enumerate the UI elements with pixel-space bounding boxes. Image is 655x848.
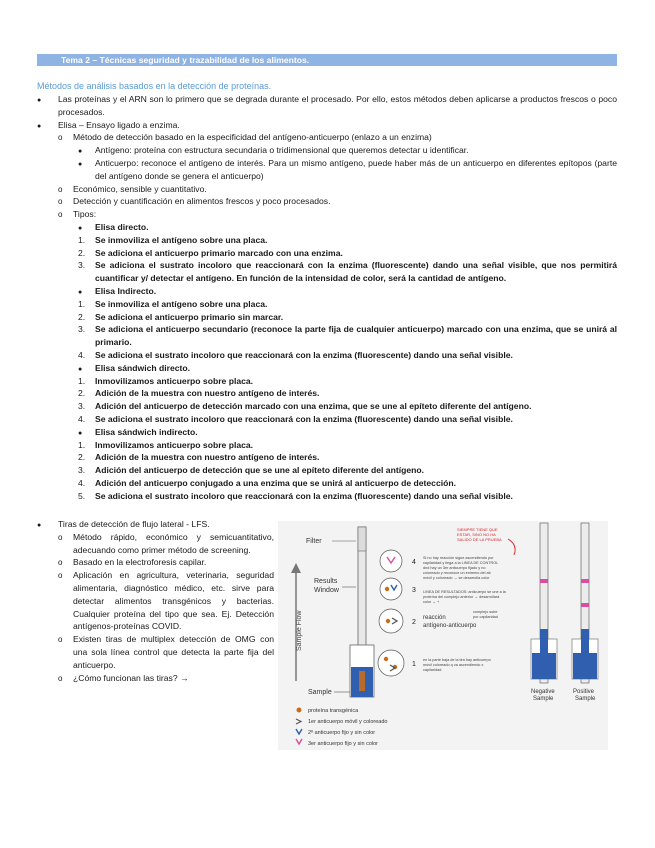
legend-item: 2º anticuerpo fijo y sin color — [308, 730, 376, 736]
bullet-circle — [58, 633, 62, 647]
list-item — [37, 285, 617, 298]
list-number: 2. — [78, 388, 86, 399]
list-item — [37, 195, 617, 208]
list-item-text: Se adiciona el sustrato incoloro que reaccionará con la enzima (fluorescente) dando una señal visible. — [95, 349, 513, 360]
note-step-3: LINEA DE RESULTADOS: anticuerpo se une a la proteína del complejo anterior → desarrollará color → + — [423, 590, 506, 604]
control-line — [540, 579, 548, 583]
protein-dot — [385, 587, 389, 591]
positive-label: Positive — [573, 689, 595, 695]
zoom-circle-3 — [380, 578, 402, 600]
note-step-2b: por capilaridad — [473, 615, 498, 619]
reaction-label: reacción — [423, 615, 446, 621]
zoom-circle-1 — [378, 650, 404, 676]
list-item — [37, 208, 617, 221]
bullet-circle — [58, 195, 62, 209]
note-step-4: Si no hay reacción sigue ascendiendo por capilaridad y llega a la LINEA DE CONTROL dnd hay un 3er anticuerpo fijado y no coloreado y reconoce un extremo del ab móvil y coloreado → se desarrolla color — [423, 556, 499, 580]
bullet-circle — [58, 672, 62, 686]
bullet-circle — [58, 531, 62, 545]
list-item-text: Elisa directo. — [95, 221, 149, 232]
bullet-circle — [58, 556, 62, 570]
negative-strip — [531, 523, 557, 683]
list-number: 1. — [78, 234, 86, 245]
list-item — [37, 387, 617, 400]
window-label: Window — [314, 587, 339, 594]
list-item — [37, 362, 617, 375]
list-item — [37, 490, 617, 503]
list-item-text: Económico, sensible y cuantitativo. — [73, 183, 207, 194]
elisa-list — [37, 93, 617, 503]
list-item-text: Detección y cuantificación en alimentos frescos y poco procesados. — [73, 196, 331, 207]
list-item — [37, 183, 617, 196]
list-item-text: Se adiciona el sustrato incoloro que reaccionará con la enzima (fluorescente) dando una señal visible. — [95, 490, 513, 501]
list-item — [37, 633, 274, 671]
list-item — [37, 518, 274, 531]
zoom-circle-4 — [380, 550, 402, 572]
list-number: 2. — [78, 311, 86, 322]
list-item-text: Se adiciona el sustrato incoloro que reaccionará con la enzima (fluorescente) dando una señal visible. — [95, 413, 513, 424]
list-number: 2. — [78, 247, 86, 258]
result-line — [581, 603, 589, 607]
section-heading: Métodos de análisis basados en la detección de proteínas. — [37, 81, 272, 91]
list-item-text: Antígeno: proteína con estructura secundaria o tridimensional que queremos detectar u identificar. — [95, 145, 469, 156]
list-item-text: Adición del anticuerpo conjugado a una enzima que se unirá al anticuerpo de detección. — [95, 477, 457, 488]
list-number: 1. — [78, 439, 86, 450]
legend-protein-icon — [297, 708, 302, 713]
list-item — [37, 119, 617, 132]
legend-item: 3er anticuerpo fijo y sin color — [308, 741, 379, 747]
list-item-text: Se adiciona el anticuerpo primario sin marcar. — [95, 311, 284, 322]
list-item — [37, 464, 617, 477]
step-2: 2 — [412, 619, 416, 626]
list-item — [37, 426, 617, 439]
bullet-circle — [58, 183, 62, 197]
list-item-text: Adición del anticuerpo de detección marcado con una enzima, que se une al epíteto diferente del antígeno. — [95, 401, 532, 412]
note-step-1: en la parte baja de la tira hay anticuerpo móvil coloreado q va ascendiendo x capilaridad — [423, 658, 491, 672]
bullet-circle — [58, 131, 62, 145]
list-item — [37, 221, 617, 234]
list-item — [37, 556, 274, 569]
legend-item: proteína transgénica — [308, 708, 359, 714]
list-item — [37, 144, 617, 157]
list-item-text: Método de detección basado en la especificidad del antígeno-anticuerpo (enlazo a un enzima) — [73, 132, 432, 143]
list-item-text: Basado en la electroforesis capilar. — [73, 557, 207, 568]
list-item — [37, 247, 617, 260]
list-number: 5. — [78, 490, 86, 501]
list-number: 4. — [78, 477, 86, 488]
legend-mobile-antibody-icon — [296, 719, 301, 724]
list-number: 2. — [78, 452, 86, 463]
list-item-text: Adición del anticuerpo de detección que se une al epíteto diferente del antígeno. — [95, 465, 425, 476]
list-item-text: Se adiciona el anticuerpo primario marcado con una enzima. — [95, 247, 343, 258]
list-item-text: Inmovilizamos anticuerpo sobre placa. — [95, 375, 254, 386]
step-4: 4 — [412, 559, 416, 566]
figure-legend — [296, 708, 388, 748]
list-item-text: Anticuerpo: reconoce el antígeno de interés. Para un mismo antígeno, puede haber más de un anticuerpo en diferentes epítopos (parte del antígeno donde se genera el anticuerpo) — [95, 157, 617, 181]
lfs-list — [37, 518, 274, 684]
flow-arrow-head — [291, 563, 301, 573]
page-title: Tema 2 – Técnicas seguridad y trazabilidad de los alimentos. — [37, 54, 617, 66]
list-number: 3. — [78, 401, 86, 412]
zoom-circle-2 — [379, 609, 403, 633]
list-item-text: Elisa sándwich directo. — [95, 362, 191, 373]
reaction-label-2: antígeno-anticuerpo — [423, 623, 477, 629]
sample-label: Sample — [308, 689, 332, 696]
list-item-text: Se inmoviliza el antígeno sobre una placa. — [95, 234, 268, 245]
filter-label: Filter — [306, 538, 322, 545]
results-label: Results — [314, 578, 338, 585]
list-item — [37, 531, 274, 557]
list-item — [37, 157, 617, 183]
list-item-text: Adición de la muestra con nuestro antígeno de interés. — [95, 452, 320, 463]
list-item — [37, 234, 617, 247]
strip-filter — [358, 527, 366, 551]
negative-label-2: Sample — [533, 696, 554, 702]
list-item-text: ¿Cómo funcionan las tiras? → — [73, 672, 189, 683]
list-item-text: Tiras de detección de flujo lateral - LFS. — [58, 519, 210, 529]
positive-strip — [572, 523, 598, 683]
list-item — [37, 298, 617, 311]
red-arrow — [508, 539, 515, 555]
list-number: 4. — [78, 349, 86, 360]
list-item — [37, 311, 617, 324]
list-item-text: Se adiciona el anticuerpo secundario (reconoce la parte fija de cualquier anticuerpo) marcado con una enzima, que se unirá al primario. — [95, 324, 617, 348]
list-item — [37, 93, 617, 119]
list-item-text: Adición de la muestra con nuestro antígeno de interés. — [95, 388, 320, 399]
legend-blue-antibody-icon — [296, 729, 302, 734]
list-item — [37, 451, 617, 464]
sample-flow-label: Sample Flow — [296, 610, 303, 651]
lateral-flow-figure — [278, 521, 608, 750]
list-item — [37, 569, 274, 633]
list-number: 3. — [78, 324, 86, 335]
list-item — [37, 349, 617, 362]
list-item — [37, 672, 274, 685]
zoom-circles — [378, 550, 404, 676]
list-number: 1. — [78, 375, 86, 386]
list-item-text: Se inmoviliza el antígeno sobre una placa. — [95, 298, 268, 309]
bullet-dot — [37, 93, 41, 108]
note-step-2a: complejo sube — [473, 610, 498, 614]
positive-label-2: Sample — [575, 696, 596, 702]
control-line — [581, 579, 589, 583]
sample-particles — [359, 671, 365, 691]
legend-pink-antibody-icon — [296, 739, 302, 744]
list-item-text: Existen tiras de multiplex detección de OMG con una sola línea control que detecta la parte fija del anticuerpo. — [73, 634, 274, 670]
step-3: 3 — [412, 587, 416, 594]
list-number: 3. — [78, 465, 86, 476]
bullet-circle — [58, 208, 62, 222]
list-item-text: Las proteínas y el ARN son lo primero que se degrada durante el procesado. Por ello, estos métodos deben aplicarse a productos frescos o poco procesados. — [58, 94, 617, 117]
list-item-text: Elisa – Ensayo ligado a enzima. — [58, 119, 180, 130]
list-item-text: Inmovilizamos anticuerpo sobre placa. — [95, 439, 254, 450]
red-note: SIEMPRE TIENE QUE ESTAR, SINO NO HA SALIDO DE LA PRUEBA — [457, 527, 502, 542]
list-item-text: Aplicación en agricultura, veterinaria, seguridad alimentaria, diagnóstico médico, etc. sirve para detectar alimentos transgénicos y bacterias. Cualquier proteína del tipo que sea. Ej. Detección antígenos-proteínas COVID. — [73, 570, 274, 632]
list-number: 3. — [78, 260, 86, 271]
list-item-text: Elisa Indirecto. — [95, 285, 157, 296]
list-item — [37, 375, 617, 388]
list-item — [37, 477, 617, 490]
list-item-text: Tipos: — [73, 209, 97, 220]
list-number: 4. — [78, 413, 86, 424]
list-item-text: Se adiciona el sustrato incoloro que reaccionará con la enzima (fluorescente) dando una señal visible, que nos permitirá cuantificar y/ detectar el antígeno. En función de la intensidad de color, será la cantidad de antígeno. — [95, 260, 617, 284]
legend-item: 1er anticuerpo móvil y coloreado — [308, 719, 388, 725]
list-item — [37, 413, 617, 426]
bullet-circle — [58, 569, 62, 583]
list-number: 1. — [78, 298, 86, 309]
list-item-text: Método rápido, económico y semicuantitativo, adecuando como primer método de screening. — [73, 531, 274, 555]
list-item-text: Elisa sándwich indirecto. — [95, 426, 198, 437]
list-item — [37, 400, 617, 413]
step-1: 1 — [412, 661, 416, 668]
negative-label: Negative — [531, 689, 555, 695]
protein-dot — [386, 619, 390, 623]
list-item — [37, 259, 617, 285]
lateral-flow-diagram — [278, 521, 608, 750]
bullet-dot — [78, 157, 82, 172]
list-item — [37, 439, 617, 452]
protein-dot — [384, 657, 388, 661]
list-item — [37, 323, 617, 349]
list-item — [37, 131, 617, 144]
